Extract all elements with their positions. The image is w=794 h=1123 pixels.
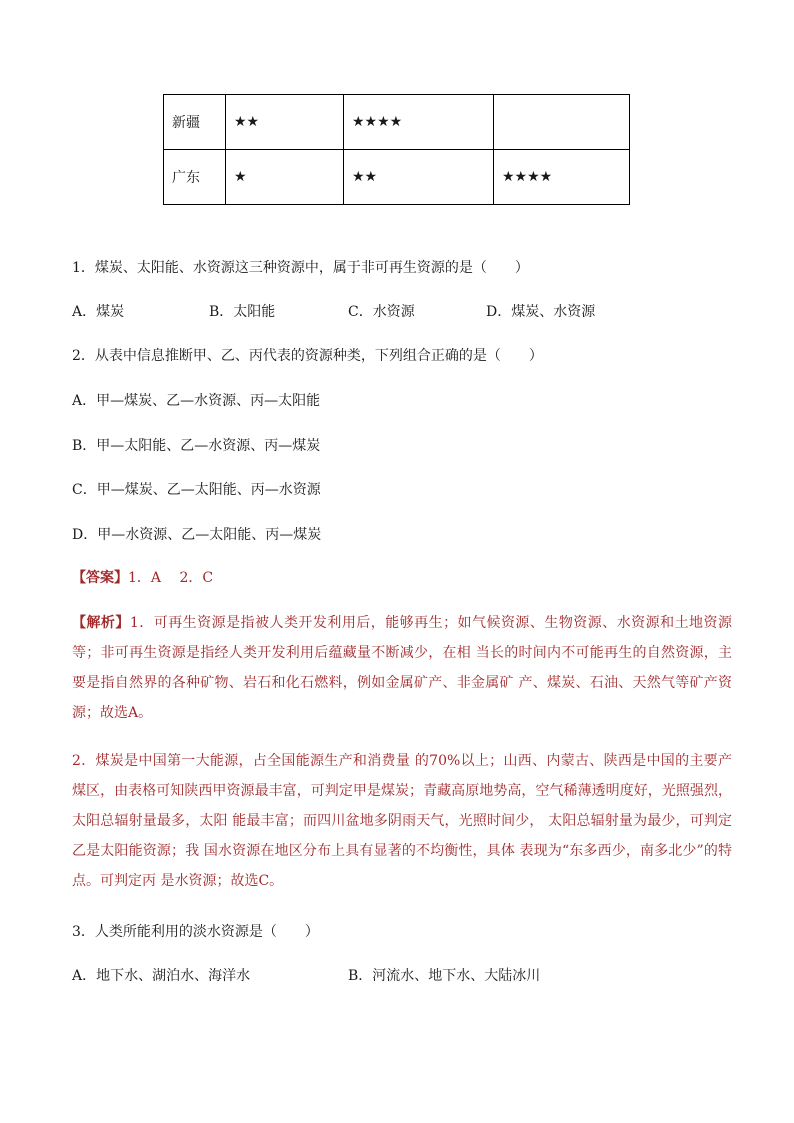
table-cell-rating: ★★ bbox=[226, 95, 344, 150]
table-cell-rating bbox=[494, 95, 630, 150]
question-1-option-c: C．水资源 bbox=[348, 304, 415, 320]
table-cell-rating: ★ bbox=[226, 150, 344, 205]
table-cell-rating: ★★★★ bbox=[344, 95, 494, 150]
table-cell-region: 广东 bbox=[164, 150, 226, 205]
answer-text: 1．A 2．C bbox=[128, 570, 214, 586]
question-3-option-b: B．河流水、地下水、大陆冰川 bbox=[348, 968, 541, 984]
table-cell-rating: ★★ bbox=[344, 150, 494, 205]
analysis-text-1: 1．可再生资源是指被人类开发利用后，能够再生；如气候资源、生物资源、水资源和土地资源等；非可再生资源是指经人类开发利用后蕴藏量不断减少，在相 当长的时间内不可能再生的自然资源，主要是指自然界的各种矿物、岩石和化石燃料，例如金属矿产、非金属矿 产、煤炭、石油、天然气等矿产资源；故选A。 bbox=[72, 615, 732, 721]
question-2-option-b: B．甲—太阳能、乙—水资源、丙—煤炭 bbox=[72, 438, 321, 454]
resource-table bbox=[163, 94, 630, 205]
question-3-option-a: A．地下水、湖泊水、海洋水 bbox=[72, 968, 251, 984]
question-3-stem: 3．人类所能利用的淡水资源是（ ） bbox=[72, 924, 319, 940]
question-1-option-b: B．太阳能 bbox=[209, 304, 276, 320]
question-2-option-a: A．甲—煤炭、乙—水资源、丙—太阳能 bbox=[72, 393, 321, 409]
table-cell-region: 新疆 bbox=[164, 95, 226, 150]
analysis-paragraph-1 bbox=[72, 608, 732, 728]
question-2-option-c: C．甲—煤炭、乙—太阳能、丙—水资源 bbox=[72, 482, 321, 498]
question-2-stem: 2．从表中信息推断甲、乙、丙代表的资源种类，下列组合正确的是（ ） bbox=[72, 348, 543, 364]
table-cell-rating: ★★★★ bbox=[494, 150, 630, 205]
analysis-label: 【解析】 bbox=[72, 615, 130, 631]
analysis-paragraph-2: 2．煤炭是中国第一大能源，占全国能源生产和消费量 的70%以上；山西、内蒙古、陕西是中国的主要产煤区，由表格可知陕西甲资源最丰富，可判定甲是煤炭；青藏高原地势高，空气稀薄透明度好，光照强烈，太阳总辐射量最多，太阳 能最丰富；而四川盆地多阴雨天气，光照时间少， 太阳总辐射量为最少，可判定乙是太阳能资源；我 国水资源在地区分布上具有显著的不均衡性，具体 表现为“东多西少，南多北少”的特点。可判定丙 是水资源；故选C。 bbox=[72, 753, 732, 889]
answer-line bbox=[72, 568, 213, 588]
question-2-option-d: D．甲—水资源、乙—太阳能、丙—煤炭 bbox=[72, 527, 322, 543]
question-1-option-a: A．煤炭 bbox=[72, 304, 125, 320]
answer-label: 【答案】 bbox=[72, 570, 128, 586]
question-1-option-d: D．煤炭、水资源 bbox=[486, 304, 596, 320]
table-row bbox=[164, 95, 630, 150]
question-1-stem: 1．煤炭、太阳能、水资源这三种资源中，属于非可再生资源的是（ ） bbox=[72, 260, 529, 276]
table-row bbox=[164, 150, 630, 205]
